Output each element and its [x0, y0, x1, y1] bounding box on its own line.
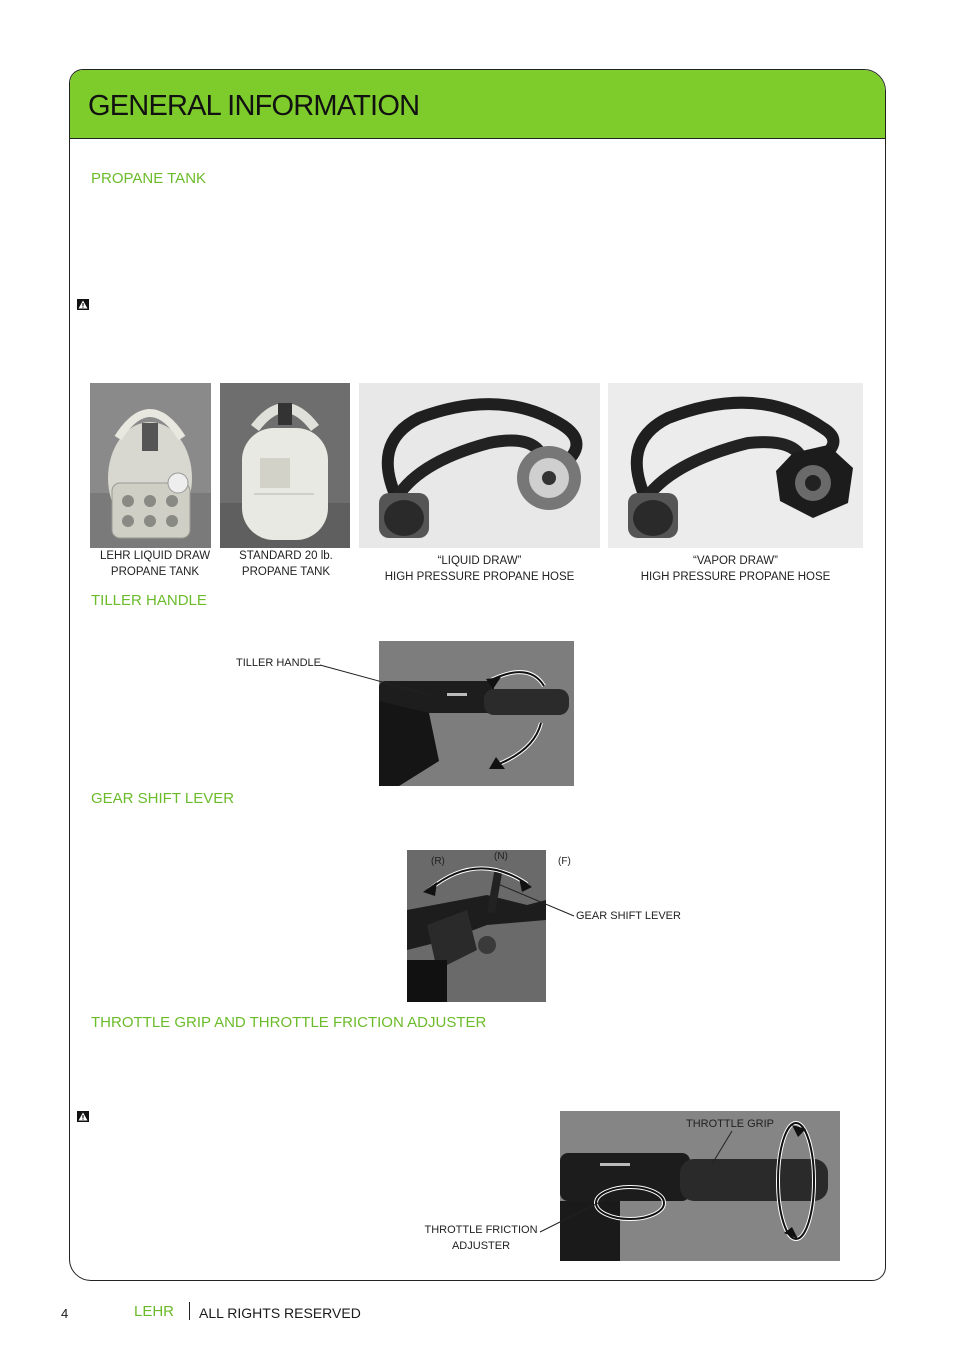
page-title: GENERAL INFORMATION: [88, 90, 420, 122]
section-title-propane-tank: PROPANE TANK: [91, 170, 207, 187]
caption-line: ADJUSTER: [451, 1240, 511, 1252]
section-title-gear-shift-lever: GEAR SHIFT LEVER: [91, 790, 235, 807]
caption-line: THROTTLE FRICTION: [424, 1224, 538, 1236]
caption-vapor-draw-hose: [608, 553, 863, 585]
section-title-tiller-handle: TILLER HANDLE: [91, 592, 207, 609]
standard-propane-tank-photo: [220, 383, 350, 548]
lehr-liquid-draw-tank-photo: [90, 383, 211, 548]
label-throttle-friction-adjuster: [420, 1222, 542, 1254]
caption-line: PROPANE TANK: [110, 566, 200, 578]
vapor-draw-hose-photo: [608, 383, 863, 548]
leader-line: [496, 880, 576, 920]
caption-line: HIGH PRESSURE PROPANE HOSE: [384, 571, 575, 583]
caption-line: LEHR LIQUID DRAW: [99, 550, 211, 562]
caption-line: “LIQUID DRAW”: [437, 555, 522, 567]
label-gear-shift-lever: GEAR SHIFT LEVER: [576, 910, 681, 922]
throttle-grip-photo: [560, 1111, 840, 1261]
label-gear-forward: (F): [558, 856, 571, 867]
footer-brand: LEHR: [134, 1303, 175, 1320]
section-header-bar: [70, 70, 885, 139]
caption-line: PROPANE TANK: [241, 566, 331, 578]
label-gear-reverse: (R): [431, 856, 445, 867]
footer-separator: [189, 1302, 190, 1320]
page-number: 4: [61, 1306, 69, 1321]
label-throttle-grip: THROTTLE GRIP: [686, 1118, 775, 1130]
leader-line: [318, 660, 433, 700]
label-tiller-handle: TILLER HANDLE: [236, 657, 321, 669]
warning-icon: [77, 299, 89, 310]
leader-line: [538, 1196, 608, 1236]
liquid-draw-hose-photo: [359, 383, 600, 548]
caption-standard-tank: [224, 548, 348, 580]
section-title-throttle-grip: THROTTLE GRIP AND THROTTLE FRICTION ADJUSTER: [91, 1014, 487, 1031]
warning-icon: [77, 1111, 89, 1122]
footer-rights: ALL RIGHTS RESERVED: [199, 1305, 361, 1321]
caption-line: “VAPOR DRAW”: [693, 555, 778, 567]
leader-line: [706, 1128, 736, 1168]
gear-shift-lever-photo: [407, 850, 546, 1002]
label-gear-neutral: (N): [494, 851, 508, 862]
caption-line: STANDARD 20 lb.: [239, 550, 333, 562]
caption-liquid-draw-hose: [359, 553, 600, 585]
caption-line: HIGH PRESSURE PROPANE HOSE: [640, 571, 831, 583]
caption-liquid-draw-tank: [90, 548, 220, 580]
